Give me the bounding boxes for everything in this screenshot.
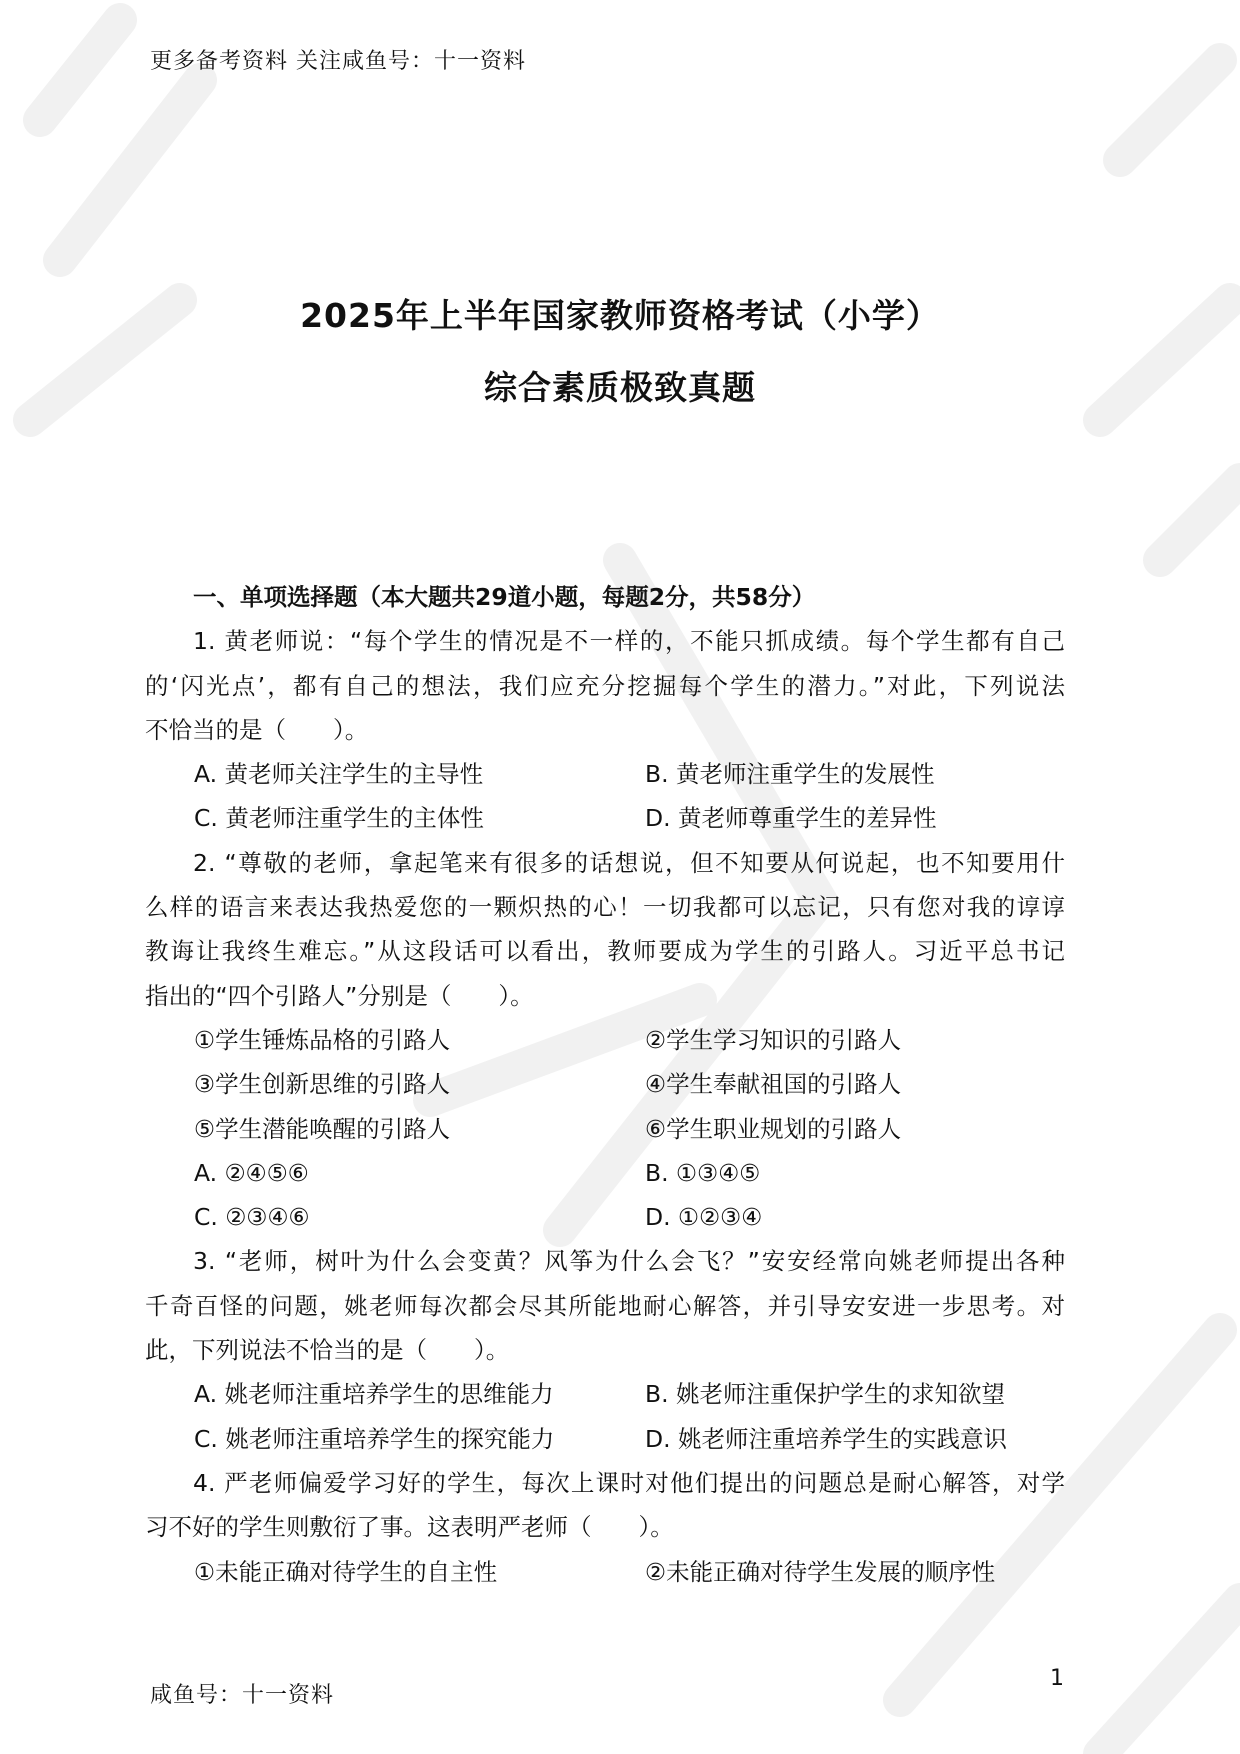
statement-item: ④学生奉献祖国的引路人 (645, 1070, 902, 1099)
question-text: 么样的语言来表达我热爱您的一颗炽热的心！一切我都可以忘记，只有您对我的谆谆 (145, 893, 1065, 922)
question-text: 2. “尊敬的老师，拿起笔来有很多的话想说，但不知要从何说起，也不知要用什 (193, 848, 1065, 877)
section-heading: 一、单项选择题（本大题共29道小题，每题2分，共58分） (193, 583, 816, 611)
question-3 (145, 1239, 1065, 1460)
page-number: 1 (1050, 1666, 1064, 1691)
question-2 (145, 841, 1065, 1240)
question-text: 教诲让我终生难忘。”从这段话可以看出，教师要成为学生的引路人。习近平总书记 (145, 937, 1065, 966)
option-d: D. 黄老师尊重学生的差异性 (645, 804, 937, 833)
option-a: A. 姚老师注重培养学生的思维能力 (194, 1380, 554, 1409)
question-1 (145, 619, 1065, 840)
document-subtitle: 综合素质极致真题 (484, 368, 756, 407)
page-header: 更多备考资料 关注咸鱼号：十一资料 (150, 49, 526, 74)
statement-item: ③学生创新思维的引路人 (194, 1070, 451, 1099)
option-a: A. 黄老师关注学生的主导性 (194, 760, 484, 789)
question-text: 4. 严老师偏爱学习好的学生，每次上课时对他们提出的问题总是耐心解答，对学 (193, 1468, 1065, 1497)
option-d: D. ①②③④ (645, 1203, 763, 1232)
question-text: 的‘闪光点’，都有自己的想法，我们应充分挖掘每个学生的潜力。”对此，下列说法 (145, 671, 1065, 700)
page-footer: 咸鱼号：十一资料 (150, 1683, 335, 1708)
statement-item: ⑥学生职业规划的引路人 (645, 1114, 902, 1143)
option-b: B. 姚老师注重保护学生的求知欲望 (645, 1380, 1006, 1409)
question-text: 3. “老师，树叶为什么会变黄？风筝为什么会飞？”安安经常向姚老师提出各种 (193, 1247, 1065, 1276)
question-text: 1. 黄老师说：“每个学生的情况是不一样的，不能只抓成绩。每个学生都有自己 (193, 627, 1065, 656)
statement-item: ②未能正确对待学生发展的顺序性 (645, 1557, 996, 1586)
document-title: 2025年上半年国家教师资格考试（小学） (300, 296, 940, 335)
exam-content (145, 575, 1065, 1594)
question-4 (145, 1461, 1065, 1594)
statement-item: ⑤学生潜能唤醒的引路人 (194, 1114, 451, 1143)
question-text: 千奇百怪的问题，姚老师每次都会尽其所能地耐心解答，并引导安安进一步思考。对 (145, 1291, 1065, 1320)
question-text: 习不好的学生则敷衍了事。这表明严老师（ ）。 (145, 1513, 674, 1542)
question-text: 此，下列说法不恰当的是（ ）。 (145, 1336, 510, 1365)
statement-item: ②学生学习知识的引路人 (645, 1025, 902, 1054)
option-c: C. 姚老师注重培养学生的探究能力 (194, 1424, 555, 1453)
option-b: B. 黄老师注重学生的发展性 (645, 760, 935, 789)
option-c: C. ②③④⑥ (194, 1203, 310, 1232)
option-b: B. ①③④⑤ (645, 1158, 761, 1187)
question-text: 不恰当的是（ ）。 (145, 715, 369, 744)
option-d: D. 姚老师注重培养学生的实践意识 (645, 1424, 1008, 1453)
question-text: 指出的“四个引路人”分别是（ ）。 (145, 981, 534, 1010)
statement-item: ①未能正确对待学生的自主性 (194, 1557, 498, 1586)
statement-item: ①学生锤炼品格的引路人 (194, 1025, 451, 1054)
option-c: C. 黄老师注重学生的主体性 (194, 804, 484, 833)
option-a: A. ②④⑤⑥ (194, 1158, 309, 1187)
